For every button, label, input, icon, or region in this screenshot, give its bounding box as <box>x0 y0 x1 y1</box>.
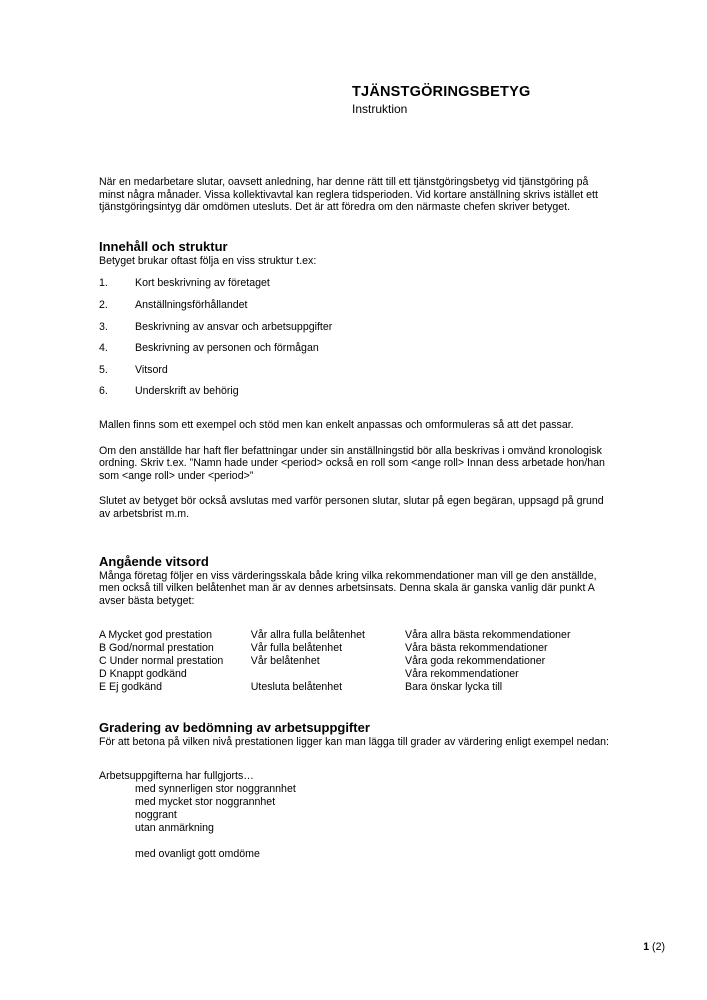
list-item <box>99 342 613 355</box>
spacer <box>99 407 613 419</box>
section-lead-vitsord: Många företag följer en viss värderingsskala både kring vilka rekommendationer man vill ge den anställde, men också till vilken belåtenhet man är av dennes arbetsinsats. Denna skala är ganska vanlig där punkt A avser bästa betyget: <box>99 569 597 607</box>
table-row <box>99 629 613 642</box>
spacer <box>99 758 613 770</box>
document-header <box>352 84 672 117</box>
recommendation-cell: Våra bästa rekommendationer <box>405 642 548 655</box>
list-item-label: Vitsord <box>135 363 168 376</box>
table-row <box>99 668 613 681</box>
intro-paragraph: När en medarbetare slutar, oavsett anledning, har denne rätt till ett tjänstgöringsbetyg vid tjänstgöring på minst några månader. Vissa kollektivavtal kan reglera tidsperioden. Vid kortare anställning skrivs istället ett tjänstgöringsintyg där omdömen utesluts. Det är att föredra om den närmaste chefen skriver betyget. <box>99 176 598 214</box>
list-item-number: 5. <box>99 363 108 376</box>
spacer <box>99 227 613 239</box>
grade-cell: E Ej godkänd <box>99 680 163 693</box>
list-item-label: Beskrivning av personen och förmågan <box>135 342 319 355</box>
grade-cell: D Knappt godkänd <box>99 668 187 680</box>
table-row <box>99 655 613 668</box>
spacer <box>99 694 613 720</box>
list-item-number: 4. <box>99 342 108 355</box>
page-subtitle: Instruktion <box>352 102 408 116</box>
grade-cell: A Mycket god prestation <box>99 629 213 642</box>
recommendation-cell: Bara önskar lycka till <box>405 680 503 693</box>
list-item-number: 1. <box>99 277 108 290</box>
list-item-extra: med ovanligt gott omdöme <box>135 847 260 860</box>
page-number-total: (2) <box>652 941 665 953</box>
grading-scale-table <box>99 629 613 694</box>
structure-list <box>99 277 613 398</box>
spacer <box>99 534 613 554</box>
section-heading-gradering: Gradering av bedömning av arbetsuppgifter <box>99 719 370 735</box>
page-title: TJÄNSTGÖRINGSBETYG <box>352 84 531 100</box>
section-heading-innehall: Innehåll och struktur <box>99 238 228 254</box>
innehall-paragraph-1: Mallen finns som ett exempel och stöd men kan enkelt anpassas och omformuleras så att det passar. <box>99 418 574 431</box>
section-heading-vitsord: Angående vitsord <box>99 553 209 569</box>
innehall-paragraph-2: Om den anställde har haft fler befattningar under sin anställningstid bör alla beskrivas i omvänd kronologisk ordning. Skriv t.ex. ”Namn hade under <period> också en roll som <ange roll> Innan dess arbetade hon/han som <ange roll> under <period>” <box>99 444 605 482</box>
page-number-current: 1 <box>643 941 650 953</box>
satisfaction-cell: Vår belåtenhet <box>250 655 320 668</box>
list-item <box>99 364 613 377</box>
gradering-list-lead: Arbetsuppgifterna har fullgjorts… <box>99 770 254 783</box>
satisfaction-cell <box>251 668 405 681</box>
grade-cell: B God/normal prestation <box>99 642 214 655</box>
satisfaction-cell: Utesluta belåtenhet <box>250 680 343 693</box>
satisfaction-cell: Vår fulla belåtenhet <box>250 642 343 655</box>
list-item-label: Beskrivning av ansvar och arbetsuppgifter <box>135 320 333 333</box>
list-item-number: 3. <box>99 320 108 333</box>
list-item-number: 6. <box>99 385 108 398</box>
spacer <box>99 617 613 629</box>
list-item: med synnerligen stor noggrannhet <box>135 783 296 796</box>
list-item-label: Kort beskrivning av företaget <box>135 277 270 290</box>
page-footer <box>643 941 665 954</box>
list-item <box>99 299 613 312</box>
list-item-label: Anställningsförhållandet <box>135 298 248 311</box>
recommendation-cell: Våra goda rekommendationer <box>405 655 546 668</box>
list-item-label: Underskrift av behörig <box>135 385 239 398</box>
recommendation-cell: Våra rekommendationer <box>405 668 519 680</box>
table-row <box>99 642 613 655</box>
satisfaction-cell: Vår allra fulla belåtenhet <box>250 629 366 642</box>
section-angaende-vitsord <box>99 554 613 694</box>
document-body <box>99 176 613 861</box>
grade-cell: C Under normal prestation <box>99 655 224 668</box>
list-item-number: 2. <box>99 298 108 311</box>
innehall-paragraph-3: Slutet av betyget bör också avslutas med varför personen slutar, slutar på egen begäran, uppsagd på grund av arbetsbrist m.m. <box>99 495 604 520</box>
section-innehall-och-struktur <box>99 239 613 521</box>
section-lead-innehall: Betyget brukar oftast följa en viss struktur t.ex: <box>99 254 317 267</box>
list-item <box>99 277 613 290</box>
section-gradering <box>99 720 613 861</box>
list-item: med mycket stor noggrannhet <box>135 796 276 809</box>
table-row <box>99 681 613 694</box>
list-item <box>99 385 613 398</box>
section-lead-gradering: För att betona på vilken nivå prestationen ligger kan man lägga till grader av värdering enligt exempel nedan: <box>99 735 609 748</box>
list-item <box>99 321 613 334</box>
recommendation-cell: Våra allra bästa rekommendationer <box>405 629 571 642</box>
list-item: noggrant <box>135 809 177 822</box>
list-item: utan anmärkning <box>135 822 214 835</box>
gradering-list <box>99 783 613 860</box>
